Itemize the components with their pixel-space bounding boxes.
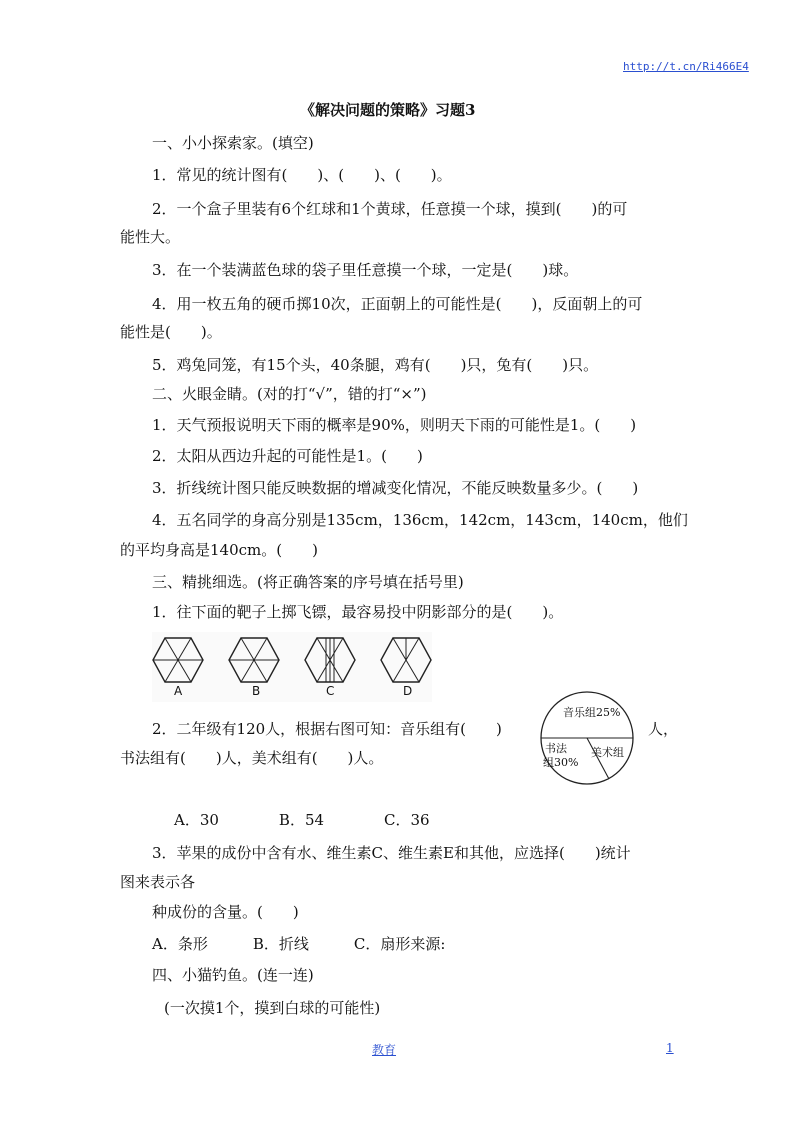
question-3-3-options: A．条形 B．折线 C．扇形来源: xyxy=(152,935,446,953)
question-3-3-cont: 图来表示各 xyxy=(120,873,196,891)
footer-link[interactable]: 教育 xyxy=(372,1043,397,1057)
question-1-2: 2．一个盒子里装有6个红球和1个黄球，任意摸一个球，摸到( )的可 xyxy=(152,200,628,218)
question-3-3: 3．苹果的成份中含有水、维生素C、维生素E和其他，应选择( )统计 xyxy=(152,844,631,862)
target-c-label: C xyxy=(326,684,335,698)
pie-label-art: 美术组 xyxy=(591,746,624,759)
page-title: 《解决问题的策略》习题3 xyxy=(300,101,476,119)
question-1-3: 3．在一个装满蓝色球的袋子里任意摸一个球，一定是( )球。 xyxy=(152,261,579,279)
pie-label-calligraphy-1: 书法 xyxy=(545,742,567,755)
question-1-5: 5．鸡兔同笼，有15个头，40条腿，鸡有( )只，兔有( )只。 xyxy=(152,356,599,374)
target-figures xyxy=(152,632,432,702)
question-2-4: 4．五名同学的身高分别是135cm，136cm，142cm，143cm，140cm，他们 xyxy=(152,511,688,529)
target-d-label: D xyxy=(403,684,413,698)
question-3-2-cont: 书法组有( )人，美术组有( )人。 xyxy=(120,749,384,767)
header-url-link[interactable]: http://t.cn/Ri466E4 xyxy=(623,60,749,73)
question-3-2: 2．二年级有120人，根据右图可知：音乐组有( ) xyxy=(152,720,502,738)
target-b-label: B xyxy=(252,684,261,698)
target-a-label: A xyxy=(174,684,183,698)
question-1-2-cont: 能性大。 xyxy=(120,228,181,246)
target-b-figure xyxy=(228,636,280,684)
question-2-1: 1．天气预报说明天下雨的概率是90%，则明天下雨的可能性是1。( ) xyxy=(152,416,637,434)
group-pie-chart xyxy=(537,688,637,788)
question-1-4-cont: 能性是( )。 xyxy=(120,323,222,341)
question-3-2-options: A．30 B．54 C．36 xyxy=(174,811,430,829)
question-1-1: 1．常见的统计图有( )、( )、( )。 xyxy=(152,166,452,184)
question-2-4-cont: 的平均身高是140cm。( ) xyxy=(120,541,318,559)
question-2-3: 3．折线统计图只能反映数据的增减变化情况，不能反映数量多少。( ) xyxy=(152,479,639,497)
question-3-1: 1．往下面的靶子上掷飞镖，最容易投中阴影部分的是( )。 xyxy=(152,603,564,621)
question-3-3-cont-2: 种成份的含量。( ) xyxy=(152,903,299,921)
section-4-heading: 四、小猫钓鱼。(连一连) xyxy=(152,966,314,984)
target-a-figure xyxy=(152,636,204,684)
target-d-figure xyxy=(380,636,432,684)
section-2-heading: 二、火眼金睛。(对的打“√”，错的打“×”) xyxy=(152,385,427,403)
pie-label-calligraphy-2: 组30% xyxy=(543,756,579,769)
section-1-heading: 一、小小探索家。(填空) xyxy=(152,134,314,152)
target-c-figure xyxy=(304,636,356,684)
question-3-2-tail: 人， xyxy=(648,720,679,738)
section-3-heading: 三、精挑细选。(将正确答案的序号填在括号里) xyxy=(152,573,464,591)
question-1-4: 4．用一枚五角的硬币掷10次，正面朝上的可能性是( )，反面朝上的可 xyxy=(152,295,643,313)
question-2-2: 2．太阳从西边升起的可能性是1。( ) xyxy=(152,447,423,465)
pie-label-music: 音乐组25% xyxy=(563,706,621,719)
section-4-note: (一次摸1个，摸到白球的可能性) xyxy=(164,999,381,1017)
page-number: 1 xyxy=(666,1041,674,1055)
